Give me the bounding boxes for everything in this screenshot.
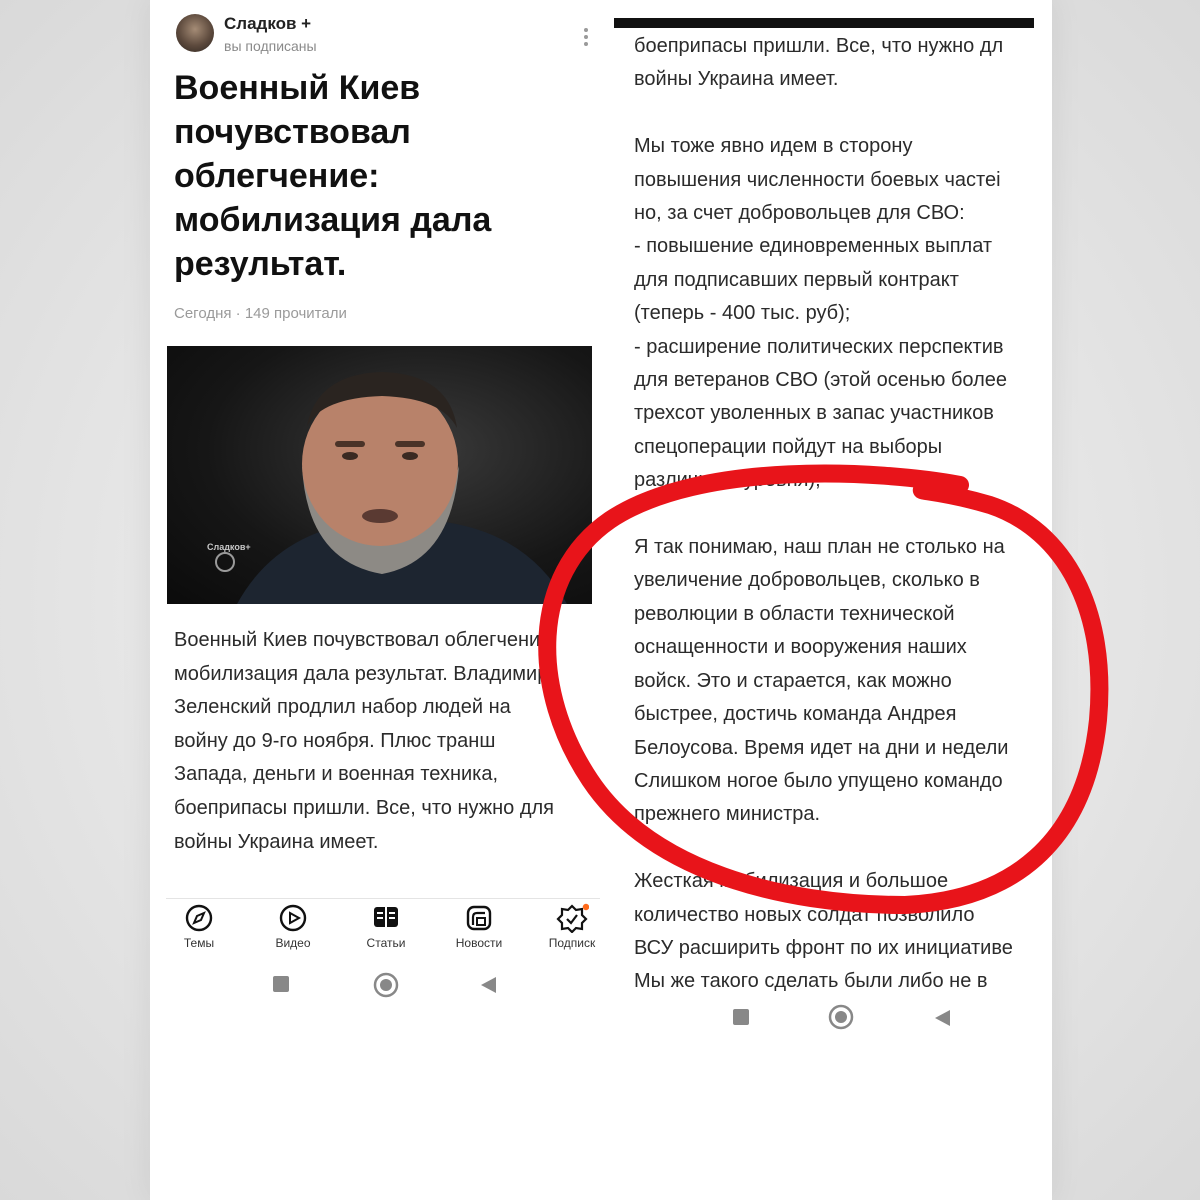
- photo-watermark: Сладков+: [207, 542, 251, 552]
- text-line: трехсот уволенных в запас участников: [634, 402, 994, 425]
- nav-label: Темы: [183, 936, 215, 950]
- nav-item-themes[interactable]: [159, 903, 239, 950]
- nav-item-video[interactable]: [253, 903, 333, 950]
- nav-label: Видео: [275, 936, 311, 950]
- video-play-icon: [278, 903, 308, 933]
- body-line: боеприпасы пришли. Все, что нужно для: [174, 796, 554, 819]
- text-line: боеприпасы пришли. Все, что нужно дл: [634, 35, 1004, 57]
- paragraph-gap: [634, 832, 1052, 865]
- portrait-illustration: [167, 346, 592, 604]
- text-line: Мы же такого сделать были либо не в: [634, 970, 988, 993]
- compass-icon: [184, 903, 214, 933]
- nav-item-subscriptions[interactable]: [532, 903, 600, 950]
- article-title: [174, 66, 574, 286]
- home-icon[interactable]: [373, 972, 399, 998]
- article-photo[interactable]: [167, 346, 592, 604]
- text-line: войны Украина имеет.: [634, 68, 839, 91]
- more-options-icon[interactable]: [578, 26, 594, 48]
- text-line: Жесткая мобилизация и большое: [634, 870, 949, 893]
- title-line: облегчение:: [174, 157, 380, 195]
- text-line: Слишком ногое было упущено командо: [634, 769, 1003, 792]
- text-line: увеличение добровольцев, сколько в: [634, 569, 980, 592]
- title-line: Военный Киев: [174, 69, 421, 107]
- text-line: прежнего министра.: [634, 803, 821, 826]
- text-line: количество новых солдат позволило: [634, 903, 975, 926]
- text-line: но, за счет добровольцев для СВО:: [634, 202, 965, 225]
- article-meta: Сегодня · 149 прочитали: [174, 305, 347, 322]
- text-line: спецоперации пойдут на выборы: [634, 435, 943, 458]
- book-icon: [371, 903, 401, 933]
- text-line: для ветеранов СВО (этой осенью более: [634, 369, 1008, 392]
- left-screenshot: [150, 0, 600, 1030]
- author-name[interactable]: Сладков +: [224, 14, 312, 33]
- recent-apps-icon[interactable]: [732, 1008, 750, 1026]
- body-line: войну до 9-го ноября. Плюс транш: [174, 729, 496, 752]
- body-line: войны Украина имеет.: [174, 830, 379, 853]
- text-line: ВСУ расширить фронт по их инициативе: [634, 936, 1013, 959]
- news-icon: [464, 903, 494, 933]
- right-screenshot: [612, 0, 1052, 1060]
- body-line: Военный Киев почувствовал облегчение: [174, 629, 552, 651]
- text-line: оснащенности и вооружения наших: [634, 636, 967, 659]
- body-line: Запада, деньги и военная техника,: [174, 763, 499, 786]
- paragraph-gap: [634, 97, 1052, 130]
- back-icon[interactable]: [932, 1008, 952, 1028]
- nav-item-articles[interactable]: [346, 903, 426, 950]
- subscriptions-icon: [555, 903, 589, 933]
- nav-label: Новости: [455, 936, 503, 950]
- text-line: Мы тоже явно идем в сторону: [634, 135, 913, 158]
- body-line: Зеленский продлил набор людей на: [174, 696, 511, 719]
- text-line: Белоусова. Время идет на дни и недели: [634, 736, 1009, 759]
- text-line: Я так понимаю, наш план не столько на: [634, 536, 1005, 559]
- body-line: мобилизация дала результат. Владимир: [174, 662, 549, 685]
- text-line: для подписавших первый контракт: [634, 268, 959, 291]
- recent-apps-icon[interactable]: [272, 975, 290, 993]
- article-body: [174, 624, 600, 859]
- title-line: мобилизация дала: [174, 201, 492, 239]
- home-icon[interactable]: [828, 1004, 854, 1030]
- author-avatar[interactable]: [176, 14, 214, 52]
- text-line: войск. Это и старается, как можно: [634, 669, 952, 692]
- text-line: повышения численности боевых частеi: [634, 168, 1001, 191]
- text-line: - расширение политических перспектив: [634, 335, 1004, 358]
- article-continuation: [634, 30, 1052, 999]
- paragraph-gap: [634, 498, 1052, 531]
- back-icon[interactable]: [478, 975, 498, 995]
- text-line: - повышение единовременных выплат: [634, 235, 993, 258]
- nav-label: Подписк: [548, 936, 596, 950]
- title-line: почувствовал: [174, 113, 411, 151]
- nav-divider: [166, 898, 600, 899]
- status-bar-strip: [614, 18, 1034, 28]
- nav-item-news[interactable]: [439, 903, 519, 950]
- text-line: быстрее, достичь команда Андрея: [634, 703, 957, 726]
- text-line: (теперь - 400 тыс. руб);: [634, 302, 851, 325]
- nav-label: Статьи: [366, 936, 406, 950]
- text-line: революции в области технической: [634, 602, 955, 625]
- title-line: результат.: [174, 245, 347, 283]
- subscription-status: вы подписаны: [224, 38, 317, 54]
- text-line: различного уровня);: [634, 469, 821, 492]
